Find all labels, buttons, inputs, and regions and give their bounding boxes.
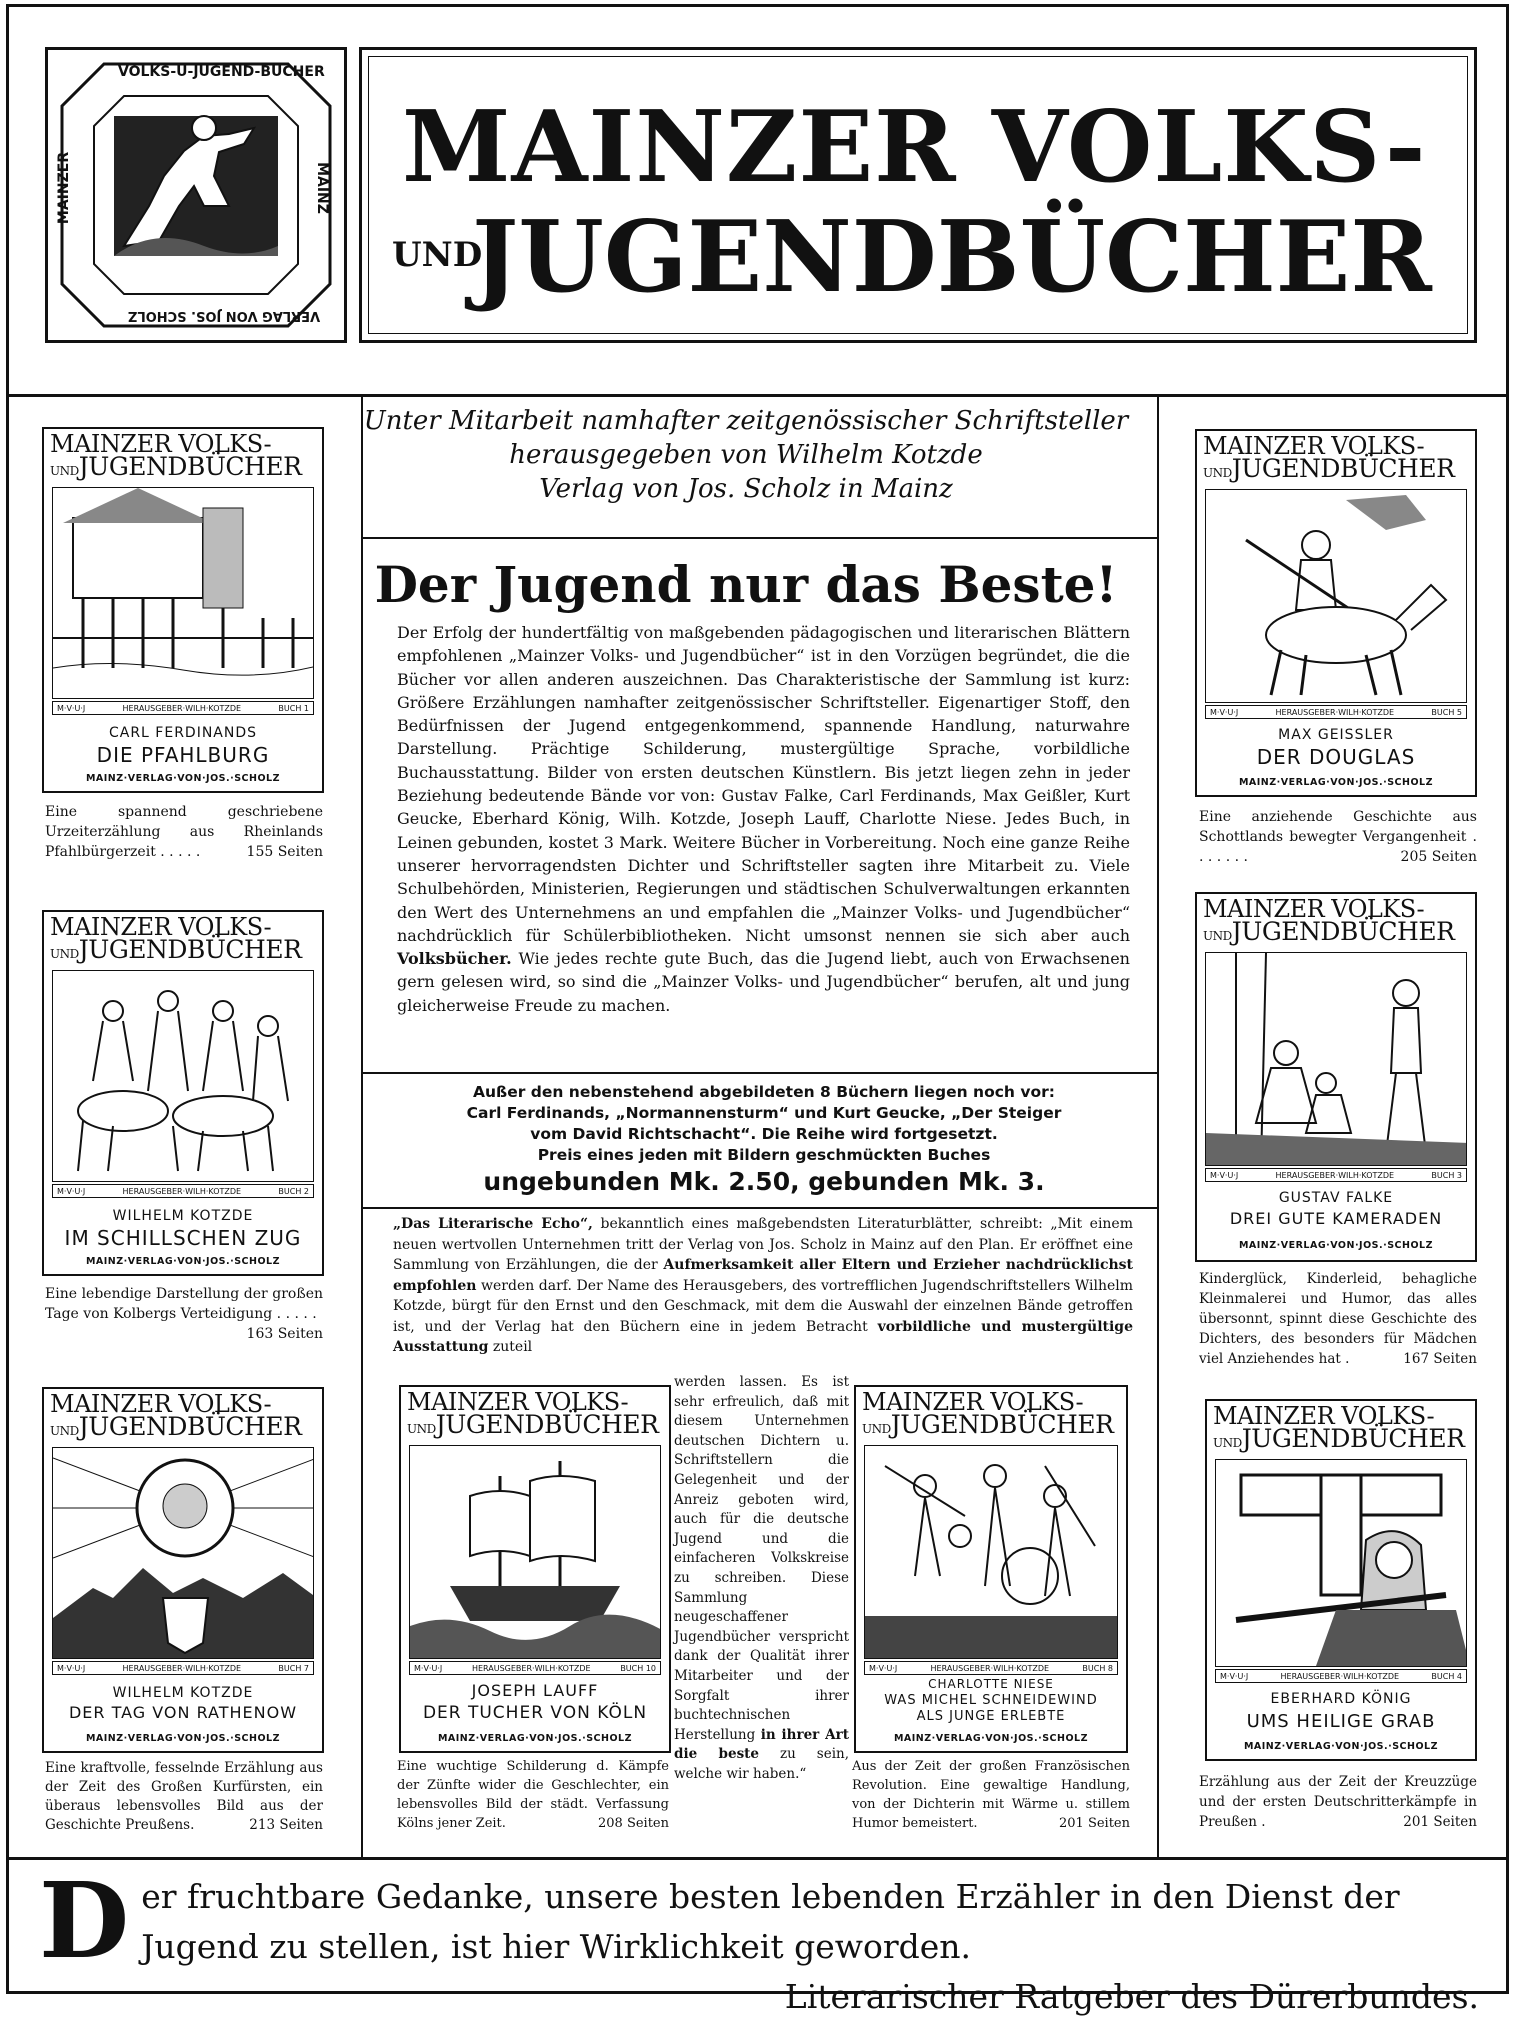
publisher-logo xyxy=(45,47,347,343)
column-divider-right xyxy=(1157,397,1159,1857)
review-text-1: bekanntlich eines maßgebendsten Literaturblätter, schreibt: „Mit einem neuen wertvollen Unternehmen tritt der Verlag von Jos. Scholz in Mainz auf den Plan. Er eröffnet eine Sammlung von Erzählungen, die der xyxy=(393,1216,1133,1273)
cover-series-bottom xyxy=(50,452,302,483)
cover-series-top: MAINZER VOLKS- xyxy=(50,430,272,458)
cover-publisher: MAINZ·VERLAG·VON·JOS.·SCHOLZ xyxy=(1238,1240,1434,1251)
strip-buch-number: 5 xyxy=(1456,708,1462,717)
cover-author: WILHELM KOTZDE xyxy=(112,1208,254,1224)
cover-und: UND xyxy=(407,1422,436,1436)
logo-ring-left: MAINZER xyxy=(56,151,73,225)
intro-line-2: herausgegeben von Wilhelm Kotzde xyxy=(509,440,983,470)
cover-strip xyxy=(409,1661,661,1675)
three-children-icon xyxy=(1206,953,1467,1165)
description-text: Eine anziehende Geschichte aus Schottlands bewegter Vergangenheit . . . . . . . xyxy=(1199,809,1477,865)
logo-ring-top: VOLKS-U-JUGEND-BÜCHER xyxy=(118,64,325,80)
cover-series-top: MAINZER VOLKS- xyxy=(862,1388,1084,1416)
sailing-ship-icon xyxy=(410,1446,661,1658)
strip-buch-number: 8 xyxy=(1107,1664,1113,1673)
strip-buch-number: 4 xyxy=(1456,1672,1462,1681)
footer-source: Literarischer Ratgeber des Dürerbundes. xyxy=(784,1977,1479,2016)
description-pages: 201 Seiten xyxy=(1059,1816,1130,1831)
cover-author: MAX GEISSLER xyxy=(1278,727,1394,743)
cover-series-bottom xyxy=(862,1410,1114,1441)
header xyxy=(9,7,1506,397)
cover-series-bottom xyxy=(1203,917,1455,948)
cover-title: WAS MICHEL SCHNEIDEWIND xyxy=(884,1693,1098,1708)
mounted-knight-icon xyxy=(1206,490,1467,702)
strip-buch xyxy=(1431,1670,1462,1682)
description-pages: 163 Seiten xyxy=(246,1326,323,1342)
book-description-8 xyxy=(852,1757,1130,1833)
title-line-1: MAINZER VOLKS- xyxy=(402,90,1427,205)
book-cover-4 xyxy=(1205,1399,1477,1761)
cover-series-bottom xyxy=(1203,454,1455,485)
review-bold-2: vorbildliche und mustergültige Ausstattung xyxy=(393,1318,1133,1355)
strip-buch xyxy=(278,702,309,714)
strip-buch-number: 7 xyxy=(303,1664,309,1673)
advertisement-page xyxy=(6,4,1509,2016)
book-description-10 xyxy=(397,1757,669,1833)
cover-und: UND xyxy=(862,1422,891,1436)
cover-strip xyxy=(1205,1168,1467,1182)
strip-buch xyxy=(1431,706,1462,718)
description-text: Eine kraftvolle, fesselnde Erzählung aus der Zeit des Großen Kurfürsten, ein überaus lebensvolles Bild aus der Geschichte Preußens. xyxy=(45,1760,323,1833)
cover-title: DER TUCHER VON KÖLN xyxy=(422,1703,648,1723)
review-col-bold: in ihrer Art die beste xyxy=(674,1726,849,1763)
main-body-paragraph xyxy=(397,621,1130,1017)
cover-und: UND xyxy=(50,1424,79,1438)
strip-mvuj: M·V·U·J xyxy=(869,1664,898,1673)
crusader-knight-icon xyxy=(1216,1460,1467,1666)
strip-buch-label: BUCH xyxy=(278,1664,302,1673)
notice-line-2: Carl Ferdinands, „Normannensturm“ und Kurt Geucke, „Der Steiger xyxy=(466,1104,1062,1122)
review-quote-continued xyxy=(674,1373,849,1784)
cover-series-name: JUGENDBÜCHER xyxy=(78,1412,302,1441)
title-line-2: JUGENDBÜCHER xyxy=(472,200,1432,315)
cover-strip xyxy=(864,1661,1118,1675)
cover-series-name: JUGENDBÜCHER xyxy=(1231,454,1455,483)
strip-editor: HERAUSGEBER·WILH·KOTZDE xyxy=(122,704,242,713)
cover-strip xyxy=(52,701,314,715)
strip-mvuj: M·V·U·J xyxy=(57,1187,86,1196)
book-cover-3 xyxy=(1195,892,1477,1262)
description-pages: 167 Seiten xyxy=(1403,1351,1477,1367)
column-divider-left xyxy=(361,397,363,1857)
cover-series-name: JUGENDBÜCHER xyxy=(78,935,302,964)
logo-ring-right: MAINZ xyxy=(313,162,330,214)
description-pages: 201 Seiten xyxy=(1403,1814,1477,1830)
cover-strip xyxy=(52,1184,314,1198)
strip-buch-number: 10 xyxy=(645,1664,656,1673)
cover-author: CARL FERDINANDS xyxy=(108,725,258,741)
cover-series-name: JUGENDBÜCHER xyxy=(1241,1424,1465,1453)
price-line: ungebunden Mk. 2.50, gebunden Mk. 3. xyxy=(483,1167,1045,1196)
strip-buch xyxy=(1082,1662,1113,1674)
description-text: Erzählung aus der Zeit der Kreuzzüge und der ersten Deutschritterkämpfe in Preußen . xyxy=(1199,1774,1477,1830)
cover-title: DIE PFAHLBURG xyxy=(96,743,270,767)
book-description-4 xyxy=(1199,1772,1477,1832)
description-pages: 155 Seiten xyxy=(246,844,323,860)
strip-buch xyxy=(278,1662,309,1674)
strip-mvuj: M·V·U·J xyxy=(57,1664,86,1673)
review-text-3: zuteil xyxy=(492,1339,533,1355)
elector-portrait-icon xyxy=(53,1448,314,1658)
cover-title: UMS HEILIGE GRAB xyxy=(1246,1711,1436,1732)
book-description-3 xyxy=(1199,1269,1477,1369)
headline: Der Jugend nur das Beste! xyxy=(374,555,1118,614)
review-col-text: werden lassen. Es ist sehr erfreulich, daß mit diesem Unternehmen deutschen Dichtern u. Schriftstellern die Gelegenheit und der Anreiz geboten wird, auch für die deutsche Jugend und die einfacheren Volkskreise zu schreiben. Diese Sammlung neugeschaffener Jugendbücher verspricht dank der Qualität ihrer Mitarbeiter und der Sorgfalt ihrer buchtechnischen Herstellung xyxy=(674,1374,849,1743)
strip-editor: HERAUSGEBER·WILH·KOTZDE xyxy=(1275,708,1395,717)
cover-series-name: JUGENDBÜCHER xyxy=(435,1410,659,1439)
review-text-2: werden darf. Der Name des Herausgebers, des vortrefflichen Jugendschriftstellers Wilhelm Kotzde, bürgt für den Ernst und den Geschmack, mit dem die Auswahl der einzelnen Bände getroffen ist, und der Verlag hat den Büchern eine in jedem Betracht xyxy=(393,1277,1134,1335)
review-quote xyxy=(393,1214,1133,1358)
book-cover-8 xyxy=(854,1385,1128,1753)
description-text: Aus der Zeit der großen Französischen Revolution. Eine gewaltige Handlung, von der Dichterin mit Wärme u. stillem Humor bemeistert. xyxy=(852,1759,1130,1831)
cover-publisher: MAINZ·VERLAG·VON·JOS.·SCHOLZ xyxy=(1243,1741,1439,1752)
cover-illustration-crusader xyxy=(1215,1459,1467,1667)
notice-divider xyxy=(361,1072,1157,1074)
book-description-2 xyxy=(45,1284,323,1344)
cover-strip xyxy=(52,1661,314,1675)
strip-buch-number: 2 xyxy=(303,1187,309,1196)
cover-illustration-soldiers xyxy=(52,970,314,1182)
cover-title: DREI GUTE KAMERADEN xyxy=(1229,1209,1443,1228)
review-col-end: zu sein, welche wir haben.“ xyxy=(674,1746,849,1782)
cover-series-bottom xyxy=(1213,1424,1465,1455)
cover-illustration-pile-dwelling xyxy=(52,487,314,699)
book-cover-2 xyxy=(42,910,324,1276)
strip-buch xyxy=(278,1185,309,1197)
cover-series-top: MAINZER VOLKS- xyxy=(1203,432,1425,460)
price-divider xyxy=(361,1207,1157,1209)
description-text: Eine lebendige Darstellung der großen Tage von Kolbergs Verteidigung . . . . . xyxy=(45,1286,323,1322)
strip-editor: HERAUSGEBER·WILH·KOTZDE xyxy=(930,1664,1050,1673)
cover-series-top: MAINZER VOLKS- xyxy=(50,1390,272,1418)
strip-editor: HERAUSGEBER·WILH·KOTZDE xyxy=(1280,1672,1400,1681)
book-cover-1 xyxy=(42,427,324,793)
intro-line-1: Unter Mitarbeit namhafter zeitgenössischer Schriftsteller xyxy=(363,406,1129,436)
notice-line-3: vom David Richtschacht“. Die Reihe wird fortgesetzt. xyxy=(530,1125,998,1143)
main-body-text xyxy=(397,621,1130,1017)
cover-author: GUSTAV FALKE xyxy=(1278,1190,1394,1206)
cover-author: JOSEPH LAUFF xyxy=(471,1681,599,1700)
logo-ring-bottom-text: VERLAG VON JOS. xyxy=(191,308,321,323)
cover-author: WILHELM KOTZDE xyxy=(112,1685,254,1701)
cover-publisher: MAINZ·VERLAG·VON·JOS.·SCHOLZ xyxy=(85,773,281,784)
description-text: Eine spannend geschriebene Urzeiterzählung aus Rheinlands Pfahlbürgerzeit . . . . . xyxy=(45,804,323,860)
strip-buch-label: BUCH xyxy=(1431,1171,1455,1180)
intro xyxy=(361,404,1131,506)
cavalry-soldiers-icon xyxy=(53,971,314,1181)
cover-illustration-ship xyxy=(409,1445,661,1659)
cover-series-bottom xyxy=(50,1412,302,1443)
book-cover-7 xyxy=(42,1387,324,1753)
cover-illustration-comrades xyxy=(1205,952,1467,1166)
strip-editor: HERAUSGEBER·WILH·KOTZDE xyxy=(1275,1171,1395,1180)
cover-title: DER DOUGLAS xyxy=(1256,745,1416,769)
cover-title-line-2: ALS JUNGE ERLEBTE xyxy=(916,1709,1066,1724)
cover-series-top: MAINZER VOLKS- xyxy=(50,913,272,941)
book-description-5 xyxy=(1199,807,1477,867)
strip-mvuj: M·V·U·J xyxy=(57,704,86,713)
cover-strip xyxy=(1215,1669,1467,1683)
footer-quote xyxy=(9,1857,1506,2016)
strip-editor: HERAUSGEBER·WILH·KOTZDE xyxy=(122,1187,242,1196)
logo-ring-bottom-name: SCHOLZ xyxy=(128,308,187,323)
cover-und: UND xyxy=(1203,929,1232,943)
cover-publisher: MAINZ·VERLAG·VON·JOS.·SCHOLZ xyxy=(85,1256,281,1267)
strip-buch-label: BUCH xyxy=(1431,1672,1455,1681)
strip-buch-label: BUCH xyxy=(620,1664,644,1673)
revolution-crowd-icon xyxy=(865,1446,1118,1658)
cover-illustration-revolution xyxy=(864,1445,1118,1659)
strip-buch-number: 1 xyxy=(303,704,309,713)
strip-mvuj: M·V·U·J xyxy=(414,1664,443,1673)
footer-text: er fruchtbare Gedanke, unsere besten lebenden Erzähler in den Dienst der Jugend zu stellen, ist hier Wirklichkeit geworden. xyxy=(141,1877,1400,1966)
cover-series-top: MAINZER VOLKS- xyxy=(1203,895,1425,923)
footer-dropcap: D xyxy=(39,1859,130,1982)
intro-line-3: Verlag von Jos. Scholz in Mainz xyxy=(539,474,953,504)
strip-mvuj: M·V·U·J xyxy=(1210,1171,1239,1180)
cover-series-top: MAINZER VOLKS- xyxy=(407,1388,629,1416)
cover-series-name: JUGENDBÜCHER xyxy=(1231,917,1455,946)
cover-und: UND xyxy=(50,947,79,961)
athlete-emblem-icon xyxy=(54,56,338,334)
book-cover-5 xyxy=(1195,429,1477,797)
book-cover-10 xyxy=(399,1385,671,1753)
description-text: Eine wuchtige Schilderung d. Kämpfe der Zünfte wider die Geschlechter, ein lebensvolles Bild der städt. Verfassung Kölns jener Zeit. xyxy=(397,1759,669,1831)
intro-divider xyxy=(361,537,1157,539)
cover-und: UND xyxy=(50,464,79,478)
cover-illustration-knight xyxy=(1205,489,1467,703)
cover-und: UND xyxy=(1213,1436,1242,1450)
body-text: Der Erfolg der hundertfältig von maßgebenden pädagogischen und literarischen Blättern empfohlenen „Mainzer Volks- und Jugendbücher“ ist in den Vorzügen begründet, die die Bücher vor allen anderen auszeichnen. Das Charakteristische der Sammlung ist kurz: Größere Erzählungen namhafter zeitgenössischer Schriftsteller. Eigenartiger Stoff, den Bedürfnissen der Jugend entgegenkommend, spannende Handlung, naturwahre Darstellung. Prächtige Schilderung, mustergültige Sprache, vorbildliche Buchausstattung. Bilder von ersten deutschen Künstlern. Bis jetzt liegen zehn in jeder Beziehung bedeutende Bände vor von: Gustav Falke, Carl Ferdinands, Max Geißler, Kurt Geucke, Eberhard König, Wilh. Kotzde, Joseph Lauff, Charlotte Niese. Jedes Buch, in Leinen gebunden, kostet 3 Mark. Weitere Bücher in Vorbereitung. Noch eine ganze Reihe unserer hervorragendsten Dichter und Schriftsteller sagten ihre Mitarbeit zu. Viele Schulbehörden, Ministerien, Regierungen und städtischen Schulverwaltungen erkannten den Wert des Unternehmens an und empfahlen die „Mainzer Volks- und Jugendbücher“ nachdrücklich für Schülerbibliotheken. Nicht umsonst nennen sie sich aber auch xyxy=(397,623,1130,945)
title-und: UND xyxy=(392,235,483,275)
cover-strip xyxy=(1205,705,1467,719)
pile-dwelling-icon xyxy=(53,488,314,698)
title-box xyxy=(359,47,1477,343)
cover-series-bottom xyxy=(50,935,302,966)
cover-author: CHARLOTTE NIESE xyxy=(928,1677,1054,1691)
description-pages: 205 Seiten xyxy=(1400,849,1477,865)
cover-und: UND xyxy=(1203,466,1232,480)
strip-buch-label: BUCH xyxy=(1431,708,1455,717)
cover-series-top: MAINZER VOLKS- xyxy=(1213,1402,1435,1430)
body-end: Wie jedes rechte gute Buch, das die Jugend liebt, auch von Erwachsenen gern gelesen wird, so sind die „Mainzer Volks- und Jugendbücher“ berufen, alt und jung gleicherweise Freude zu machen. xyxy=(397,949,1130,1015)
cover-title: IM SCHILLSCHEN ZUG xyxy=(64,1226,302,1250)
cover-title: DER TAG VON RATHENOW xyxy=(68,1703,298,1722)
description-pages: 208 Seiten xyxy=(598,1816,669,1831)
body-bold: Volksbücher. xyxy=(397,949,512,969)
strip-editor: HERAUSGEBER·WILH·KOTZDE xyxy=(122,1664,242,1673)
cover-series-bottom xyxy=(407,1410,659,1441)
cover-series-name: JUGENDBÜCHER xyxy=(78,452,302,481)
cover-illustration-elector xyxy=(52,1447,314,1659)
notice-line-1: Außer den nebenstehend abgebildeten 8 Büchern liegen noch vor: xyxy=(473,1083,1055,1101)
cover-author: EBERHARD KÖNIG xyxy=(1270,1691,1412,1707)
notice-line-4: Preis eines jeden mit Bildern geschmückten Buches xyxy=(537,1146,991,1164)
further-books-notice xyxy=(389,1082,1139,1166)
description-text: Kinderglück, Kinderleid, behagliche Kleinmalerei und Humor, das alles übersonnt, spinnt diese Geschichte des Dichters, des besonders für Mädchen viel Anziehendes hat . xyxy=(1199,1271,1477,1367)
cover-publisher: MAINZ·VERLAG·VON·JOS.·SCHOLZ xyxy=(437,1733,633,1744)
strip-buch xyxy=(620,1662,656,1674)
strip-mvuj: M·V·U·J xyxy=(1220,1672,1249,1681)
strip-editor: HERAUSGEBER·WILH·KOTZDE xyxy=(471,1664,591,1673)
description-pages: 213 Seiten xyxy=(249,1817,323,1833)
strip-mvuj: M·V·U·J xyxy=(1210,708,1239,717)
strip-buch xyxy=(1431,1169,1462,1181)
strip-buch-label: BUCH xyxy=(278,1187,302,1196)
book-description-1 xyxy=(45,802,323,862)
strip-buch-label: BUCH xyxy=(1082,1664,1106,1673)
review-bold-1: Aufmerksamkeit aller Eltern und Erzieher nachdrücklichst empfohlen xyxy=(393,1257,1134,1294)
strip-buch-label: BUCH xyxy=(278,704,302,713)
logo-ring-bottom xyxy=(128,308,320,323)
cover-series-name: JUGENDBÜCHER xyxy=(890,1410,1114,1439)
cover-publisher: MAINZ·VERLAG·VON·JOS.·SCHOLZ xyxy=(1238,777,1434,788)
cover-publisher: MAINZ·VERLAG·VON·JOS.·SCHOLZ xyxy=(893,1733,1089,1744)
strip-buch-number: 3 xyxy=(1456,1171,1462,1180)
review-source: „Das Literarische Echo“, xyxy=(393,1216,593,1232)
cover-publisher: MAINZ·VERLAG·VON·JOS.·SCHOLZ xyxy=(85,1733,281,1744)
book-description-7 xyxy=(45,1759,323,1835)
